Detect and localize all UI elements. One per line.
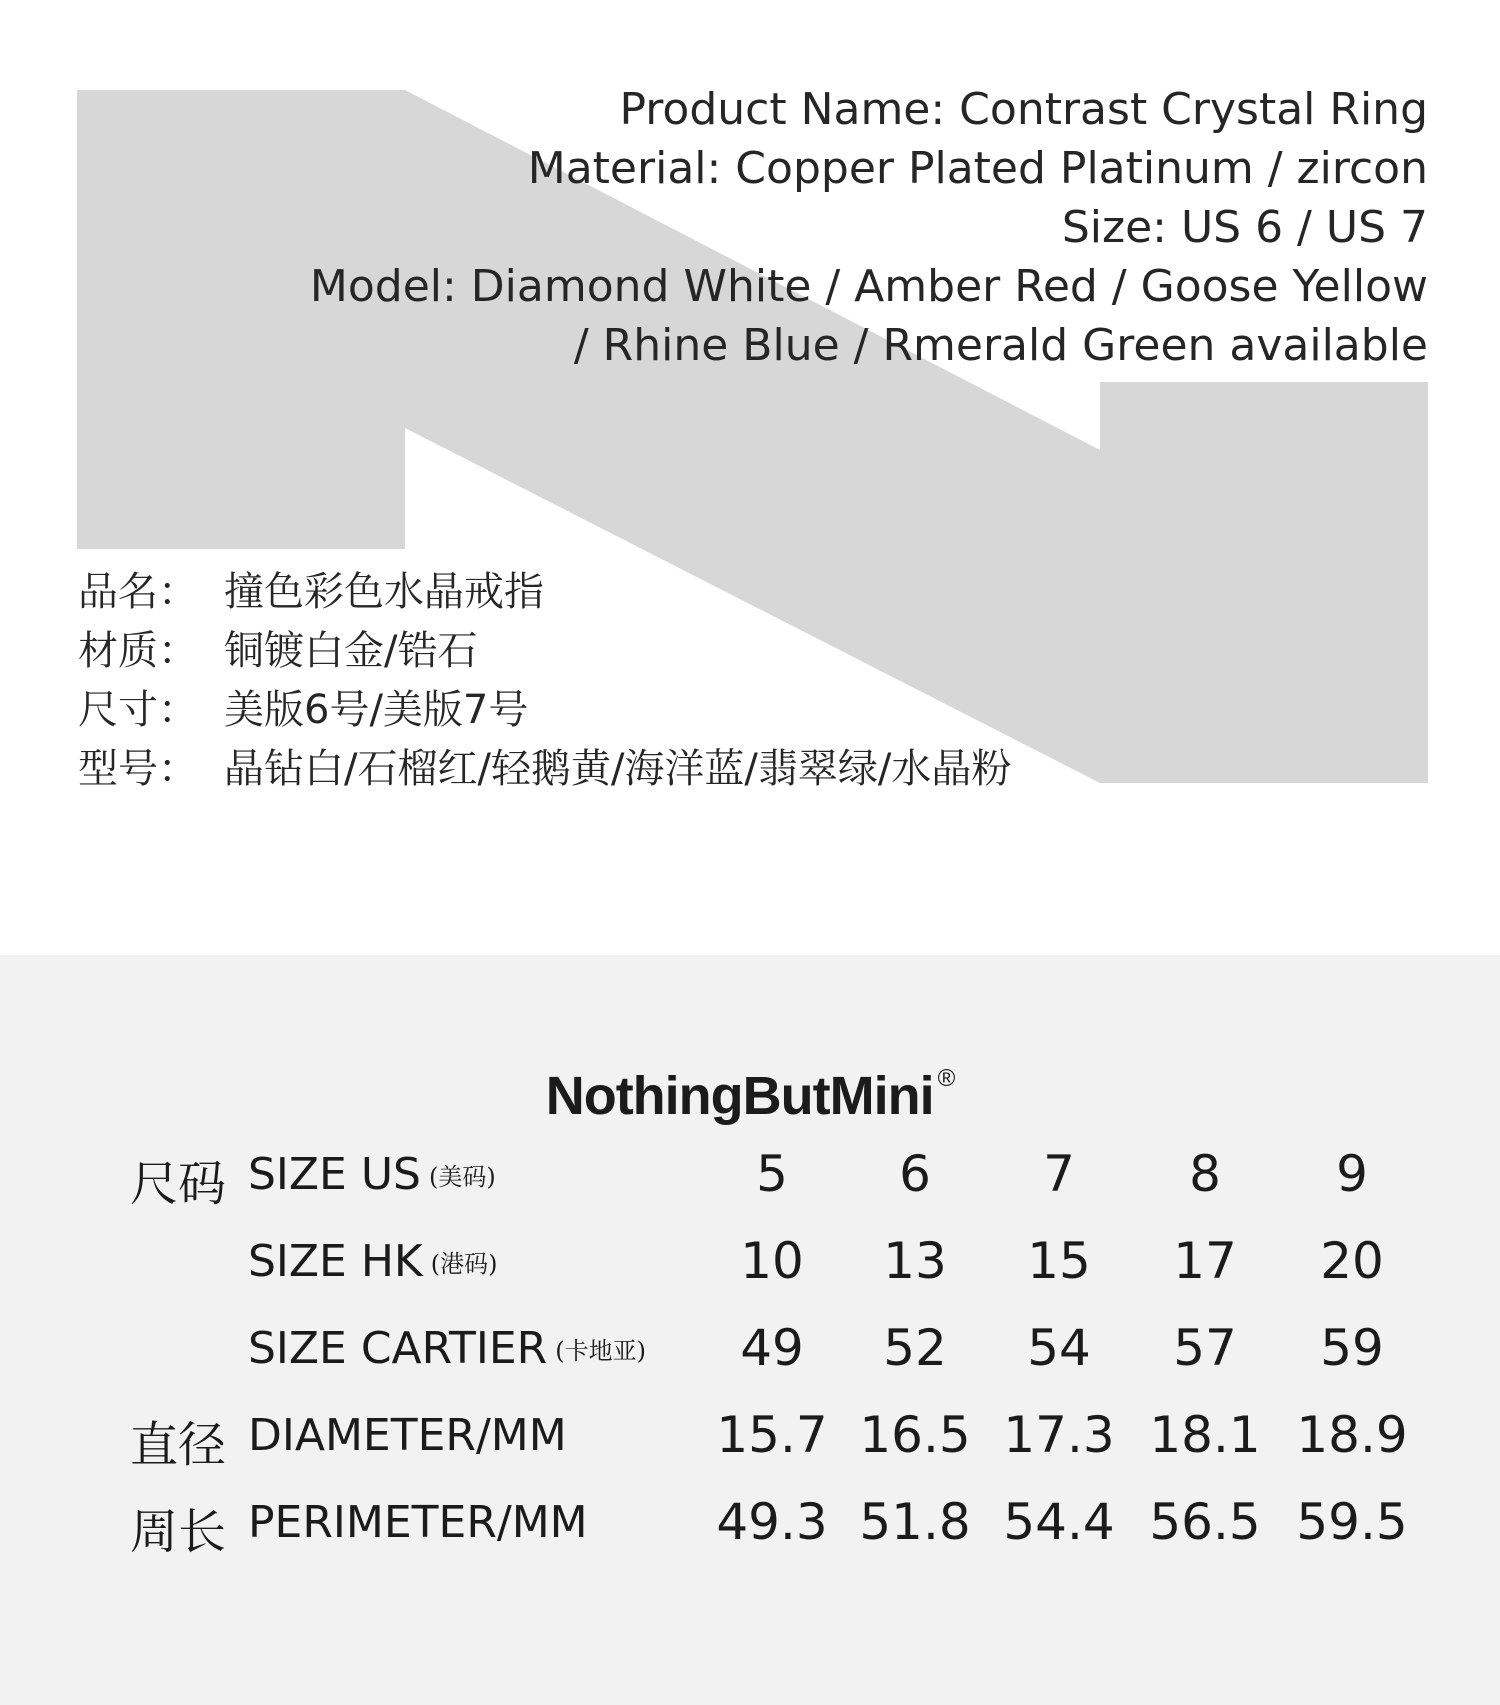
zh-label: 型号：: [78, 746, 198, 792]
row-label-en: [248, 1236, 498, 1287]
row-label-sub: (港码): [430, 1250, 498, 1278]
zh-value: 撞色彩色水晶戒指: [224, 569, 544, 615]
size-value: 9: [1336, 1145, 1368, 1203]
row-label-sub: (卡地亚): [555, 1337, 646, 1365]
size-value: 5: [756, 1145, 788, 1203]
row-label-en: [248, 1497, 596, 1548]
size-value: 18.9: [1296, 1406, 1408, 1464]
size-value: 15: [1027, 1232, 1091, 1290]
zh-row-size: [78, 681, 1011, 740]
zh-label: 材质：: [78, 628, 198, 674]
size-value: 54: [1027, 1319, 1091, 1377]
size-row-cartier: [0, 1309, 1500, 1396]
size-table: [0, 955, 1500, 1705]
size-value: 54.4: [1003, 1493, 1115, 1551]
size-chart-section: [0, 955, 1500, 1705]
row-label-en-text: SIZE CARTIER: [248, 1323, 548, 1374]
size-value: 51.8: [859, 1493, 971, 1551]
size-value: 7: [1043, 1145, 1075, 1203]
size-value: 57: [1173, 1319, 1237, 1377]
model-line: Model: Diamond White / Amber Red / Goose Yellow: [309, 261, 1428, 312]
row-label-en: [248, 1410, 575, 1461]
zh-label: 尺寸：: [78, 687, 198, 733]
size-value: 15.7: [716, 1406, 828, 1464]
zh-row-material: [78, 622, 1011, 681]
size-row-perimeter: [0, 1483, 1500, 1570]
size-value: 49: [740, 1319, 804, 1377]
size-value: 49.3: [716, 1493, 828, 1551]
material-line: Material: Copper Plated Platinum / zircon: [527, 143, 1428, 194]
size-value: 56.5: [1149, 1493, 1261, 1551]
size-value: 52: [883, 1319, 947, 1377]
row-label-cn: 尺码: [130, 1156, 227, 1212]
size-value: 6: [899, 1145, 931, 1203]
product-info-chinese: [78, 563, 1011, 799]
registered-mark: ®: [937, 1065, 955, 1092]
row-label-en-text: PERIMETER/MM: [248, 1497, 588, 1548]
zh-value: 晶钻白/石榴红/轻鹅黄/海洋蓝/翡翠绿/水晶粉: [224, 746, 1012, 792]
row-label-en: [248, 1323, 646, 1374]
zh-value: 铜镀白金/锆石: [224, 628, 478, 674]
zh-label: 品名：: [78, 569, 198, 615]
model-line-continued: / Rhine Blue / Rmerald Green available: [573, 320, 1428, 371]
brand-name: NothingButMini: [545, 1066, 934, 1126]
row-label-en-text: SIZE HK: [248, 1236, 423, 1287]
size-value: 59: [1320, 1319, 1384, 1377]
row-label-en-text: SIZE US: [248, 1149, 421, 1200]
row-label-sub: (美码): [428, 1163, 496, 1191]
size-value: 18.1: [1149, 1406, 1261, 1464]
size-value: 20: [1320, 1232, 1384, 1290]
size-row-diameter: [0, 1396, 1500, 1483]
size-value: 13: [883, 1232, 947, 1290]
size-value: 17.3: [1003, 1406, 1115, 1464]
zh-value: 美版6号/美版7号: [224, 687, 529, 733]
size-value: 8: [1189, 1145, 1221, 1203]
zh-row-name: [78, 563, 1011, 622]
row-label-cn: 周长: [130, 1504, 227, 1560]
product-name-line: Product Name: Contrast Crystal Ring: [619, 84, 1428, 135]
size-value: 10: [740, 1232, 804, 1290]
size-row-hk: [0, 1222, 1500, 1309]
size-value: 59.5: [1296, 1493, 1408, 1551]
size-row-us: [0, 1135, 1500, 1222]
product-info-english: [310, 80, 1428, 375]
row-label-cn: 直径: [130, 1417, 227, 1473]
row-label-en: [248, 1149, 496, 1200]
size-value: 16.5: [859, 1406, 971, 1464]
zh-row-model: [78, 740, 1011, 799]
size-value: 17: [1173, 1232, 1237, 1290]
size-line: Size: US 6 / US 7: [1061, 202, 1428, 253]
row-label-en-text: DIAMETER/MM: [248, 1410, 567, 1461]
